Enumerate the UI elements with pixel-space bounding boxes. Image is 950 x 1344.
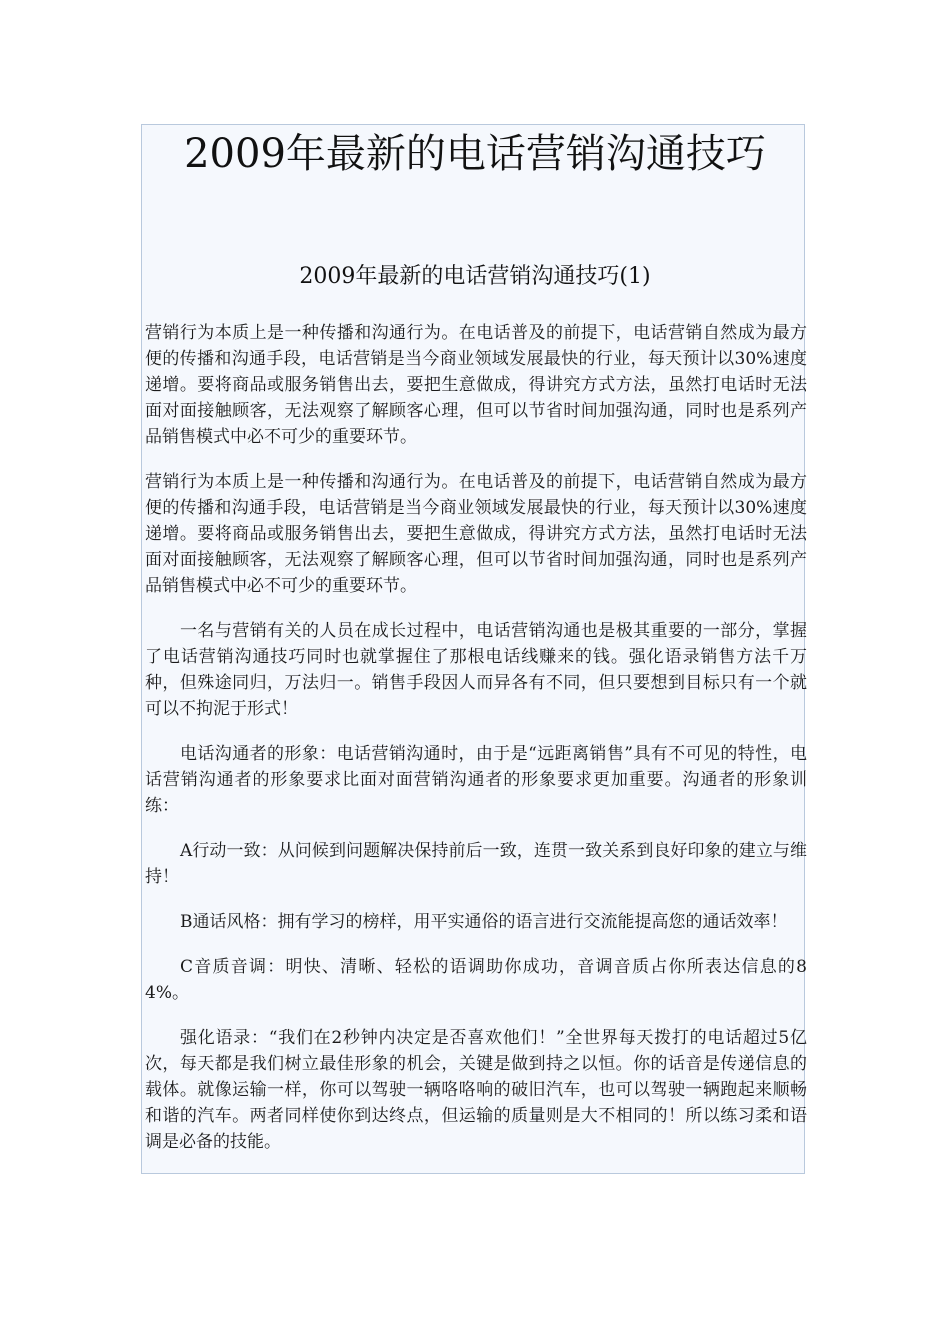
paragraph: 电话沟通者的形象：电话营销沟通时，由于是“远距离销售”具有不可见的特性，电话营销沟通者的形象要求比面对面营销沟通者的形象要求更加重要。沟通者的形象训练： [145,744,807,816]
document-body [145,320,807,1174]
paragraph: 一名与营销有关的人员在成长过程中，电话营销沟通也是极其重要的一部分，掌握了电话营销沟通技巧同时也就掌握住了那根电话线赚来的钱。强化语录销售方法千万种，但殊途同归，万法归一。销售手段因人而异各有不同，但只要想到目标只有一个就可以不拘泥于形式！ [145,621,807,719]
paragraph: C音质音调：明快、清晰、轻松的语调助你成功，音调音质占你所表达信息的84%。 [145,957,807,1003]
paragraph: A行动一致：从问候到问题解决保持前后一致，连贯一致关系到良好印象的建立与维持！ [145,841,807,887]
paragraph: B通话风格：拥有学习的榜样，用平实通俗的语言进行交流能提高您的通话效率！ [180,912,788,932]
document-subtitle: 2009年最新的电话营销沟通技巧(1) [299,264,651,289]
document-title: 2009年最新的电话营销沟通技巧 [184,131,766,177]
paragraph: 营销行为本质上是一种传播和沟通行为。在电话普及的前提下，电话营销自然成为最方便的传播和沟通手段，电话营销是当今商业领域发展最快的行业，每天预计以30%速度递增。要将商品或服务销售出去，要把生意做成，得讲究方式方法，虽然打电话时无法面对面接触顾客，无法观察了解顾客心理，但可以节省时间加强沟通，同时也是系列产品销售模式中必不可少的重要环节。 [145,323,807,447]
paragraph: 强化语录：“我们在2秒钟内决定是否喜欢他们！”全世界每天拨打的电话超过5亿次，每天都是我们树立最佳形象的机会，关键是做到持之以恒。你的话音是传递信息的载体。就像运输一样，你可以驾驶一辆咯咯响的破旧汽车，也可以驾驶一辆跑起来顺畅和谐的汽车。两者同样使你到达终点，但运输的质量则是大不相同的！所以练习柔和语调是必备的技能。 [145,1028,807,1152]
paragraph: 营销行为本质上是一种传播和沟通行为。在电话普及的前提下，电话营销自然成为最方便的传播和沟通手段，电话营销是当今商业领域发展最快的行业，每天预计以30%速度递增。要将商品或服务销售出去，要把生意做成，得讲究方式方法，虽然打电话时无法面对面接触顾客，无法观察了解顾客心理，但可以节省时间加强沟通，同时也是系列产品销售模式中必不可少的重要环节。 [145,472,807,596]
